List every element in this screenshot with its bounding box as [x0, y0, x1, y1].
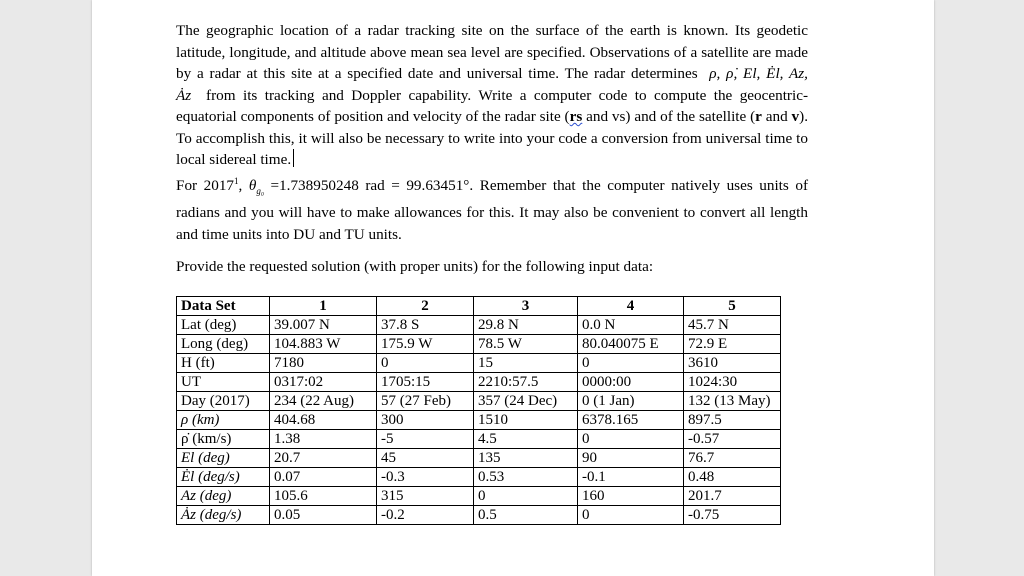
table-cell: 37.8 S: [377, 316, 474, 335]
header-cell: 3: [474, 297, 578, 316]
table-row: [177, 411, 781, 430]
table-row: [177, 449, 781, 468]
table-cell: 0: [377, 354, 474, 373]
text-and: and: [761, 108, 792, 125]
table-cell: 132 (13 May): [684, 392, 781, 411]
table-cell: 0.07: [270, 468, 377, 487]
table-cell: 29.8 N: [474, 316, 578, 335]
row-label: Ȧz (deg/s): [177, 506, 270, 525]
table-cell: -0.1: [578, 468, 684, 487]
row-label: ρ (km): [177, 411, 270, 430]
measurement-variables: ρ, ρ̇, El, Ėl, Az, Ȧz: [176, 65, 808, 104]
table-cell: 45.7 N: [684, 316, 781, 335]
table-cell: 105.6: [270, 487, 377, 506]
table-cell: 300: [377, 411, 474, 430]
row-label: UT: [177, 373, 270, 392]
paragraph-2: Provide the requested solution (with proper units) for the following input data:: [176, 258, 654, 275]
table-cell: 175.9 W: [377, 335, 474, 354]
table-cell: -0.75: [684, 506, 781, 525]
row-label: Lat (deg): [177, 316, 270, 335]
table-cell: 234 (22 Aug): [270, 392, 377, 411]
rs-vector: rs: [569, 108, 583, 125]
table-cell: 76.7: [684, 449, 781, 468]
row-label: H (ft): [177, 354, 270, 373]
table-cell: 0.53: [474, 468, 578, 487]
table-cell: 315: [377, 487, 474, 506]
table-cell: 0.05: [270, 506, 377, 525]
table-cell: 3610: [684, 354, 781, 373]
table-cell: 160: [578, 487, 684, 506]
table-cell: 80.040075 E: [578, 335, 684, 354]
header-cell: Data Set: [177, 297, 270, 316]
table-cell: 897.5: [684, 411, 781, 430]
text-task: from its tracking and Doppler capability. Write a computer code to compute the geocentric-equatorial components of position and velocity of the radar site (: [176, 86, 809, 125]
table-cell: -0.2: [377, 506, 474, 525]
table-cell: 0: [578, 354, 684, 373]
table-cell: 4.5: [474, 430, 578, 449]
header-cell: 5: [684, 297, 781, 316]
text-for-year: For 2017: [176, 176, 235, 194]
table-row: [177, 430, 781, 449]
header-cell: 4: [578, 297, 684, 316]
header-cell: 1: [270, 297, 377, 316]
header-cell: 2: [377, 297, 474, 316]
table-cell: 39.007 N: [270, 316, 377, 335]
table-header-row: [177, 297, 781, 316]
theta-symbol: θ: [248, 176, 257, 194]
row-label: El (deg): [177, 449, 270, 468]
table-cell: -5: [377, 430, 474, 449]
table-row: [177, 335, 781, 354]
row-label: ρ̇ (km/s): [177, 430, 270, 449]
paragraph-1: The geographic location of a radar tracking site on the surface of the earth is known. Its geodetic latitude, longitude, and altitude above mean sea level are specified. Observations of a satellite are made by a radar at this site at a specified date and universal time. The radar determines ρ, ρ̇, El, Ėl, Az, Ȧz from its tracking and Doppler capability. Write a computer code to compute the geocentric-equatorial components of position and velocity of the radar site (rs and vs) and of the satellite (r and v). To accomplish this, it will also be necessary to write into your code a conversion from universal time to local sidereal time. For 2017$^1$, $\theta_{g_0} =1.738950248$ rad = 99.63451°. Remember that the computer natively uses units of radians and you will have to make allowances for this. It may also be convenient to convert all length and time units into DU and TU units.: [176, 22, 809, 243]
table-cell: 78.5 W: [474, 335, 578, 354]
text-intro: The geographic location of a radar tracking site on the surface of the earth is known. Its geodetic latitude, longitude, and altitude above mean sea level are specified. Observations of a satellite are made by a radar at this site at a specified date and universal time. The radar determines: [176, 22, 808, 82]
table-cell: 1705:15: [377, 373, 474, 392]
table-row: [177, 354, 781, 373]
text-units-note: . Remember that the computer natively uses units of radians and you will have to make allowances for this. It may also be convenient to convert all length and time units into DU and TU units.: [176, 176, 808, 243]
row-label: Long (deg): [177, 335, 270, 354]
table-cell: 7180: [270, 354, 377, 373]
table-cell: 0000:00: [578, 373, 684, 392]
v-vector: v: [791, 108, 800, 125]
table-cell: 90: [578, 449, 684, 468]
table-cell: 0.48: [684, 468, 781, 487]
input-data-table: [176, 296, 781, 525]
footnote-marker[interactable]: 1: [234, 175, 239, 186]
table-cell: 404.68: [270, 411, 377, 430]
row-label: Ėl (deg/s): [177, 468, 270, 487]
table-cell: -0.57: [684, 430, 781, 449]
table-row: [177, 373, 781, 392]
table-cell: 0: [578, 506, 684, 525]
text-conversion: ). To accomplish this, it will also be necessary to write into your code a conversion from universal time to local sidereal time.: [176, 108, 808, 168]
text-cursor: [293, 149, 294, 167]
table-row: [177, 316, 781, 335]
table-cell: 357 (24 Dec): [474, 392, 578, 411]
table-row: [177, 506, 781, 525]
row-label: Day (2017): [177, 392, 270, 411]
table-cell: 1024:30: [684, 373, 781, 392]
table-cell: 6378.165: [578, 411, 684, 430]
table-cell: 0: [578, 430, 684, 449]
text-satellite: and vs) and of the satellite (: [582, 108, 756, 125]
theta-value: =1.738950248 rad = 99.63451°: [270, 176, 470, 194]
table-cell: 57 (27 Feb): [377, 392, 474, 411]
row-label: Az (deg): [177, 487, 270, 506]
theta-subscript: g₀: [256, 185, 264, 196]
table-row: [177, 392, 781, 411]
table-row: [177, 487, 781, 506]
document-page: [92, 0, 934, 576]
table-cell: 1.38: [270, 430, 377, 449]
table-cell: 0: [474, 487, 578, 506]
table-cell: 201.7: [684, 487, 781, 506]
table-cell: 72.9 E: [684, 335, 781, 354]
table-cell: -0.3: [377, 468, 474, 487]
table-cell: 15: [474, 354, 578, 373]
table-cell: 1510: [474, 411, 578, 430]
table-cell: 0317:02: [270, 373, 377, 392]
table-cell: 45: [377, 449, 474, 468]
table-cell: 2210:57.5: [474, 373, 578, 392]
table-row: [177, 468, 781, 487]
table-cell: 0.0 N: [578, 316, 684, 335]
r-vector: r: [755, 108, 762, 125]
table-cell: 0.5: [474, 506, 578, 525]
table-cell: 135: [474, 449, 578, 468]
table-cell: 20.7: [270, 449, 377, 468]
table-cell: 104.883 W: [270, 335, 377, 354]
table-cell: 0 (1 Jan): [578, 392, 684, 411]
problem-statement: [176, 20, 808, 245]
